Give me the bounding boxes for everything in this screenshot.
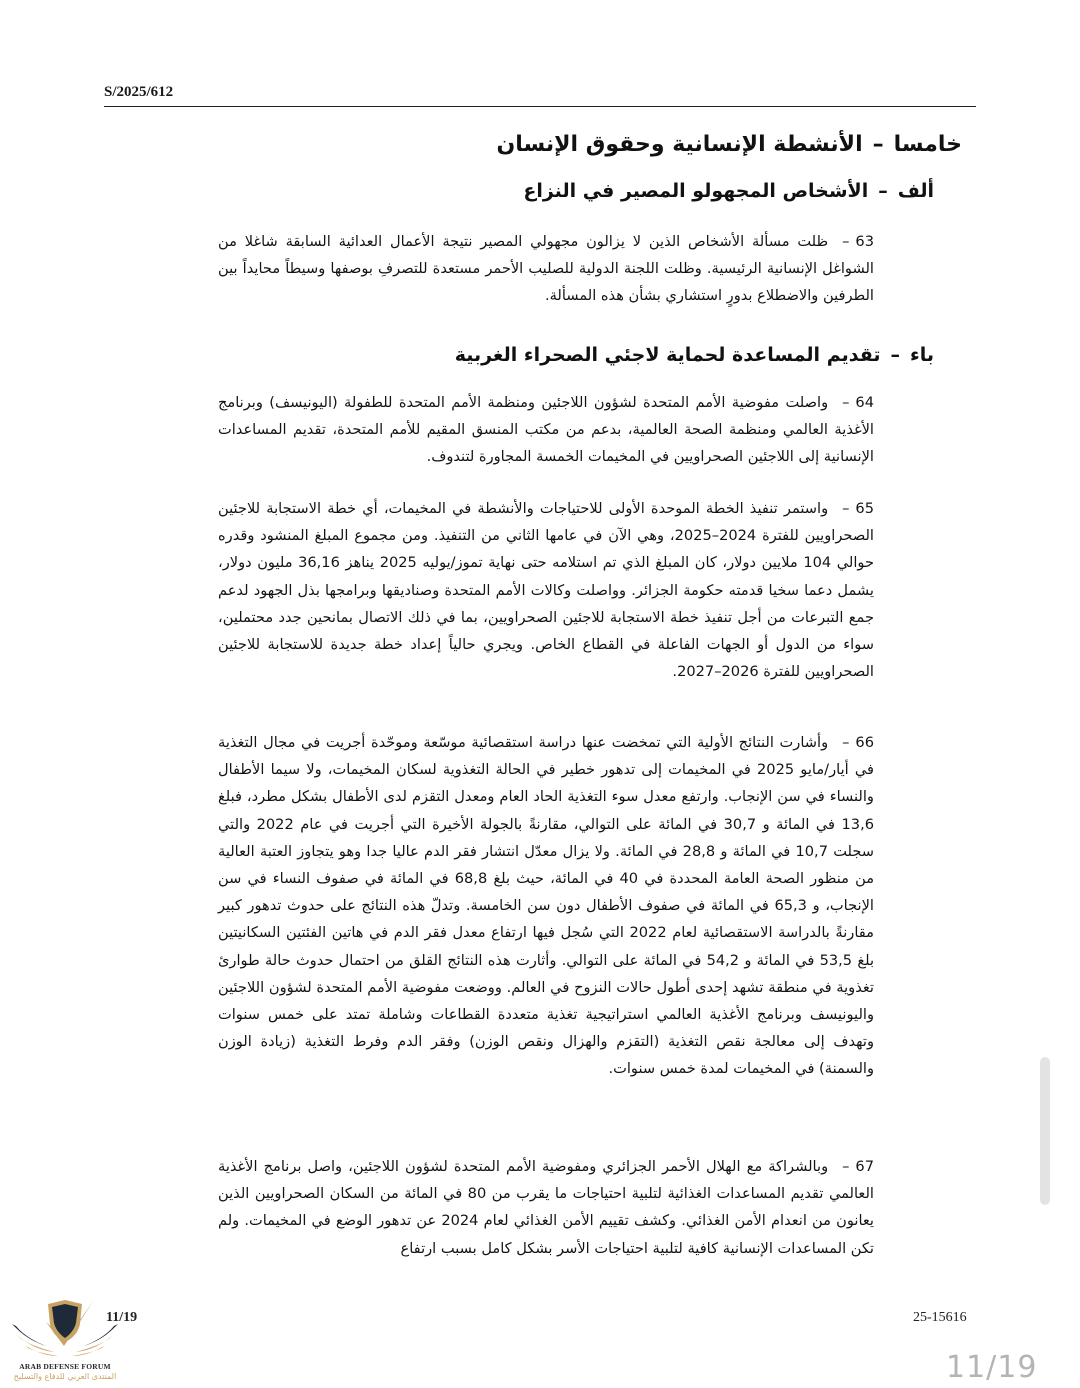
paragraph-63 bbox=[218, 228, 874, 310]
paragraph-64 bbox=[218, 389, 874, 471]
paragraph-text: ظلت مسألة الأشخاص الذين لا يزالون مجهولي المصير نتيجة الأعمال العدائية السابقة شاغلا من الشواغل الإنسانية الرئيسية. وظلت اللجنة الدولية للصليب الأحمر مستعدة للتصرفِ بوصفها وسيطاً محايداً بين الطرفين والاضطلاع بدورٍ استشاري بشأن هذه المسألة. bbox=[218, 233, 874, 305]
header-divider bbox=[104, 106, 976, 107]
subsection-heading-baa bbox=[455, 344, 934, 366]
subsection-title: تقديم المساعدة لحماية لاجئي الصحراء الغربية bbox=[454, 344, 881, 366]
paragraph-number: 66 bbox=[855, 734, 874, 751]
paragraph-number: 67 bbox=[855, 1158, 874, 1175]
paragraph-67 bbox=[218, 1153, 874, 1262]
subsection-heading-alef bbox=[523, 180, 934, 202]
section-number: خامسا bbox=[893, 132, 962, 157]
subsection-dash: – bbox=[878, 180, 888, 202]
viewer-page-indicator: 11/19 bbox=[946, 1350, 1038, 1385]
paragraph-number: 65 bbox=[855, 500, 874, 517]
section-heading bbox=[496, 132, 962, 157]
watermark-name-ar: المنتدى العربي للدفاع والتسليح bbox=[13, 1372, 117, 1381]
paragraph-text: واستمر تنفيذ الخطة الموحدة الأولى للاحتياجات والأنشطة في المخيمات، أي خطة الاستجابة للاجئين الصحراويين للفترة 2024–2025، وهي الآن في عامها الثاني من التنفيذ. ومن مجموع المبلغ المنشود وقدره حوالي 104 ملايين دولار، كان المبلغ الذي تم استلامه حتى نهاية تموز/يوليه 2025 يناهز 36,16 مليون دولار، يشمل دعما سخيا قدمته حكومة الجزائر. وواصلت وكالات الأمم المتحدة وصناديقها وبرامجها بذل الجهود لدعم جمع التبرعات من أجل تنفيذ خطة الاستجابة للاجئين الصحراويين، بما في ذلك الاتصال بمانحين جدد محتملين، سواء من الدول أو الجهات الفاعلة في القطاع الخاص. ويجري حالياً إعداد خطة جديدة للاستجابة للاجئين الصحراويين للفترة 2026–2027. bbox=[218, 500, 874, 681]
footer-document-code: 25-15616 bbox=[913, 1310, 967, 1325]
paragraph-number: 64 bbox=[855, 394, 874, 411]
paragraph-dash: – bbox=[842, 734, 850, 751]
subsection-dash: – bbox=[890, 344, 901, 366]
paragraph-text: وبالشراكة مع الهلال الأحمر الجزائري ومفوضية الأمم المتحدة لشؤون اللاجئين، واصل برنامج الأغذية العالمي تقديم المساعدات الغذائية لتلبية احتياجات ما يقرب من 80 في المائة من السكان الصحراويين الذين يعانون من انعدام الأمن الغذائي. وكشف تقييم الأمن الغذائي لعام 2024 عن تدهور الوضع في المخيمات. ولم تكن المساعدات الإنسانية كافية لتلبية احتياجات الأسر بشكل كامل بسبب ارتفاع bbox=[218, 1158, 874, 1257]
section-title: الأنشطة الإنسانية وحقوق الإنسان bbox=[496, 132, 863, 157]
paragraph-66 bbox=[218, 729, 874, 1083]
document-symbol: S/2025/612 bbox=[104, 84, 174, 100]
paragraph-dash: – bbox=[842, 394, 850, 411]
subsection-letter: ألف bbox=[897, 180, 934, 202]
paragraph-number: 63 bbox=[855, 233, 874, 250]
arab-defense-forum-watermark bbox=[6, 1296, 126, 1388]
paragraph-65 bbox=[218, 495, 874, 685]
section-dash: – bbox=[872, 132, 884, 157]
paragraph-dash: – bbox=[842, 1158, 850, 1175]
shield-wings-logo-icon bbox=[6, 1296, 124, 1362]
footer-page-number: 11/19 bbox=[106, 1310, 138, 1325]
vertical-scrollbar-thumb[interactable] bbox=[1040, 1057, 1050, 1205]
subsection-title: الأشخاص المجهولو المصير في النزاع bbox=[523, 180, 869, 202]
watermark-name-en: ARAB DEFENSE FORUM bbox=[19, 1362, 111, 1371]
paragraph-dash: – bbox=[842, 233, 850, 250]
paragraph-text: وأشارت النتائج الأولية التي تمخضت عنها دراسة استقصائية موسّعة وموحّدة أجريت في مجال التغذية في أيار/مايو 2025 في المخيمات إلى تدهور خطير في الحالة التغذوية لسكان المخيمات، ولا سيما الأطفال والنساء في سن الإنجاب. وارتفع معدل سوء التغذية الحاد العام ومعدل التقزم لدى الأطفال بشكل مطرد، فبلغ 13,6 في المائة و 30,7 في المائة على التوالي، مقارنةً بالجولة الأخيرة التي أجريت في عام 2022 والتي سجلت 10,7 في المائة و 28,8 في المائة. ولا يزال معدّل انتشار فقر الدم عاليا جدا وهو يتجاوز العتبة العالية من منظور الصحة العامة المحددة في 40 في المائة، حيث بلغ 68,8 في المائة في صفوف النساء في سن الإنجاب، و 65,3 في المائة في صفوف الأطفال دون سن الخامسة. وتدلّ هذه النتائج على حدوث تدهور كبير مقارنةً بالدراسة الاستقصائية لعام 2022 التي سُجل فيها ارتفاع معدل فقر الدم في هاتين الفئتين السكانيتين بلغ 53,5 في المائة و 54,2 في المائة على التوالي. وأثارت هذه النتائج القلق من احتمال حدوث حالة طوارئ تغذوية في منطقة تشهد إحدى أطول حالات النزوح في العالم. ووضعت مفوضية الأمم المتحدة لشؤون اللاجئين واليونيسف وبرنامج الأغذية العالمي استراتيجية تغذية متعددة القطاعات وشاملة تمتد على خمس سنوات وتهدف إلى معالجة نقص التغذية (التقزم والهزال ونقص الوزن) وفقر الدم وفرط التغذية (زيادة الوزن والسمنة) في المخيمات لمدة خمس سنوات. bbox=[218, 734, 875, 1078]
paragraph-dash: – bbox=[842, 500, 850, 517]
paragraph-text: واصلت مفوضية الأمم المتحدة لشؤون اللاجئين ومنظمة الأمم المتحدة للطفولة (اليونيسف) وبرنامج الأغذية العالمي ومنظمة الصحة العالمية، بدعم من مكتب المنسق المقيم للأمم المتحدة، تقديم المساعدات الإنسانية إلى اللاجئين الصحراويين في المخيمات الخمسة المجاورة لتندوف. bbox=[218, 394, 874, 466]
subsection-letter: باء bbox=[910, 344, 934, 366]
